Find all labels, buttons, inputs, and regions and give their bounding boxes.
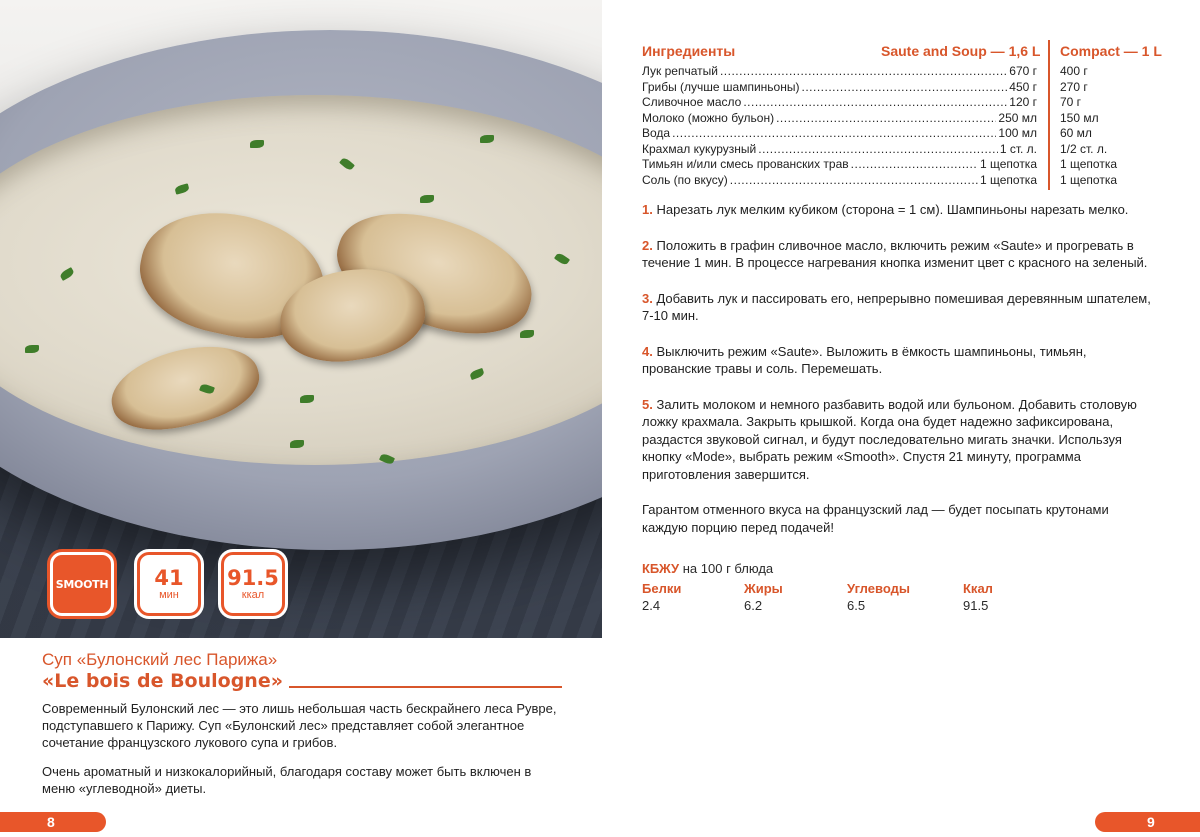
step-number: 2. [642, 237, 653, 253]
ingredient-name: Молоко (можно бульон) [642, 110, 775, 125]
recipe-photo [0, 0, 602, 638]
compact-qty: 1 щепотка [1060, 172, 1118, 187]
compact-qty: 400 г [1060, 64, 1088, 78]
nutrition-name: Углеводы [847, 581, 910, 596]
ingredient-qty: 670 г [1009, 64, 1037, 78]
mode-label: SMOOTH [55, 577, 109, 591]
step-text: Залить молоком и немного разбавить водой или бульоном. Добавить столовую ложку крахмала. Закрыть крышкой. Когда она будет надежно зафиксирована, раздастся звуковой сигнал, и будут последовательно мигать значки. Используя кнопку «Mode», выбрать режим «Smooth». Спустя 21 минуту, программа приготовления завершится. [642, 396, 1137, 482]
step-number: 3. [642, 290, 653, 306]
ingredient-name: Лук репчатый [642, 64, 718, 78]
ingredient-name: Сливочное масло [642, 95, 742, 109]
title-underline [289, 686, 562, 688]
intro-paragraph: Очень ароматный и низкокалорийный, благодаря составу может быть включен в меню «углеводной» диеты. [42, 764, 532, 796]
time-badge [137, 552, 201, 616]
compact-qty: 60 мл [1060, 126, 1092, 140]
ingredient-row [642, 157, 1037, 173]
step-text: Положить в графин сливочное масло, включить режим «Saute» и прогревать в течение 1 мин. В процессе нагревания кнопка изменит цвет с красного на зеленый. [642, 237, 1148, 270]
compact-qty: 1 щепотка [1060, 157, 1118, 171]
nutrition-label-rest: на 100 г блюда [682, 561, 774, 576]
recipe-title-row [42, 670, 562, 692]
nutrition-name: Жиры [744, 581, 783, 596]
nutrition-fat [744, 580, 783, 614]
ingredient-name: Вода [642, 126, 671, 140]
page-number-right: 9 [1095, 812, 1200, 832]
compact-qty: 270 г [1060, 79, 1088, 94]
ingredient-qty: 450 г [1009, 79, 1037, 94]
step [642, 290, 1157, 325]
nutrition-kcal [963, 580, 993, 614]
compact-column-header: Compact — 1 L [1060, 43, 1162, 59]
nutrition-label [642, 561, 773, 576]
ingredient-row [642, 126, 1037, 142]
ingredients-header: Ингредиенты [642, 43, 736, 59]
nutrition-carbs [847, 580, 910, 614]
ingredient-row [642, 64, 1037, 80]
compact-qty: 70 г [1060, 95, 1082, 109]
ingredient-row [642, 95, 1037, 111]
nutrition-value: 2.4 [642, 598, 661, 613]
ingredient-row [642, 173, 1037, 189]
step-text: Добавить лук и пассировать его, непрерывно помешивая деревянным шпателем, 7-10 мин. [642, 290, 1151, 323]
ingredients-list [642, 64, 1037, 188]
recipe-subtitle: Суп «Булонский лес Парижа» [42, 650, 278, 669]
ingredient-name: Соль (по вкусу) [642, 172, 728, 187]
kcal-badge [221, 552, 285, 616]
saute-column-header: Saute and Soup — 1,6 L [881, 43, 1041, 59]
kcal-value: 91.5 [227, 566, 279, 590]
ingredient-name: Крахмал кукурузный [642, 141, 757, 156]
compact-quantities [1060, 64, 1180, 188]
serving-tip [642, 501, 1157, 536]
ingredient-qty: 120 г [1009, 95, 1037, 109]
ingredient-qty: 1 щепотка [979, 157, 1037, 171]
mode-badge [50, 552, 114, 616]
ingredient-row [642, 142, 1037, 158]
kcal-unit: ккал [241, 589, 265, 601]
ingredient-row [642, 80, 1037, 96]
nutrition-name: Белки [642, 581, 682, 596]
step [642, 237, 1157, 272]
intro-paragraph: Современный Булонский лес — это лишь небольшая часть бескрайнего леса Рувре, подступавшего к Парижу. Суп «Булонский лес» представляет собой элегантное сочетание французского лукового супа и грибов. [42, 701, 557, 750]
ingredient-qty: 1 щепотка [979, 172, 1037, 187]
nutrition-value: 6.5 [847, 598, 866, 613]
nutrition-protein [642, 580, 681, 614]
step-number: 4. [642, 343, 653, 359]
nutrition-label-abbr: КБЖУ [642, 561, 680, 576]
step [642, 396, 1157, 484]
compact-qty: 150 мл [1060, 110, 1099, 125]
time-value: 41 [154, 566, 184, 590]
ingredient-qty: 250 мл [998, 110, 1037, 125]
step-number: 5. [642, 396, 653, 412]
ingredient-name: Грибы (лучше шампиньоны) [642, 79, 800, 94]
nutrition-value: 6.2 [744, 598, 763, 613]
page-number-left: 8 [0, 812, 106, 832]
nutrition-name: Ккал [963, 581, 993, 596]
compact-qty: 1/2 ст. л. [1060, 141, 1108, 156]
recipe-intro [42, 700, 562, 809]
recipe-title: «Le bois de Boulogne» [42, 670, 283, 692]
recipe-steps [642, 201, 1157, 554]
ingredient-qty: 100 мл [998, 126, 1037, 140]
step [642, 201, 1157, 219]
nutrition-value: 91.5 [963, 598, 989, 613]
step-text: Нарезать лук мелким кубиком (сторона = 1 см). Шампиньоны нарезать мелко. [656, 202, 1129, 217]
tip-text: Гарантом отменного вкуса на французский лад — будет посыпать крутонами каждую порцию перед подачей! [642, 502, 1109, 535]
ingredient-qty: 1 ст. л. [999, 141, 1037, 156]
time-unit: мин [159, 589, 179, 601]
ingredient-row [642, 111, 1037, 127]
step-text: Выключить режим «Saute». Выложить в ёмкость шампиньоны, тимьян, прованские травы и соль. Перемешать. [642, 343, 1087, 376]
step [642, 343, 1157, 378]
ingredient-name: Тимьян и/или смесь прованских трав [642, 157, 849, 171]
step-number: 1. [642, 202, 653, 217]
column-divider [1048, 40, 1050, 190]
